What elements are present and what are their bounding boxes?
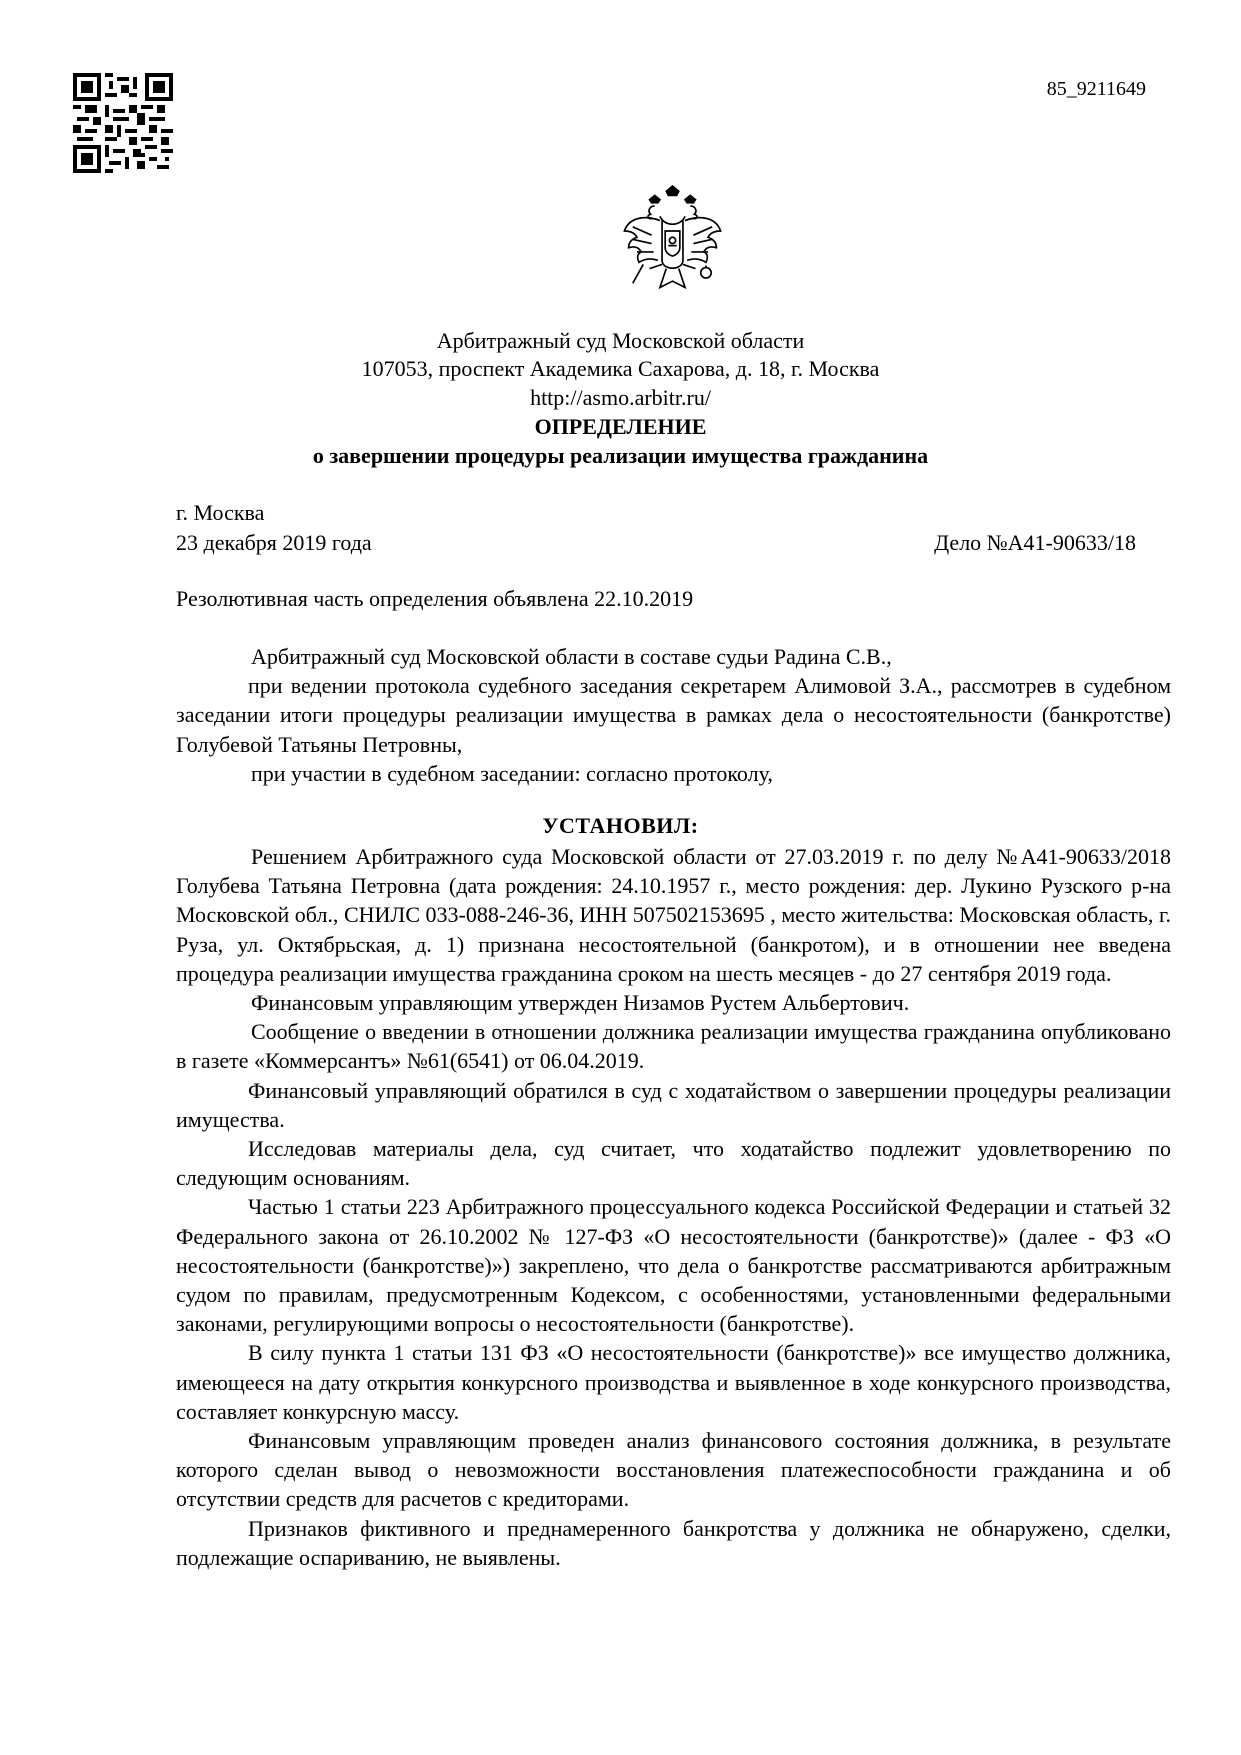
body-paragraph: Частью 1 статьи 223 Арбитражного процессуального кодекса Российской Федерации и статьей 32 Федерального закона от 26.10.2002 № 127-ФЗ «О несостоятельности (банкротстве)» (далее - ФЗ «О несостоятельности (банкротстве)») закреплено, что дела о банкротстве рассматриваются арбитражным судом по правилам, предусмотренным Кодексом, с особенностями, установленными федеральными законами, регулирующими вопросы о несостоятельности (банкротстве).: [176, 1194, 1171, 1337]
body-section: [176, 842, 1171, 1572]
document-title: ОПРЕДЕЛЕНИЕ: [534, 414, 707, 439]
coat-of-arms-emblem: [620, 185, 725, 300]
intro-paragraph: при ведении протокола судебного заседания секретарем Алимовой З.А., рассмотрев в судебном заседании итоги процедуры реализации имущества в рамках дела о несостоятельности (банкротстве) Голубевой Татьяны Петровны,: [176, 673, 1171, 757]
intro-paragraph: Арбитражный суд Московской области в составе судьи Радина С.В.,: [251, 644, 892, 669]
intro-section: [176, 642, 1171, 788]
body-paragraph: Финансовым управляющим проведен анализ финансового состояния должника, в результате которого сделан вывод о невозможности восстановления платежеспособности гражданина и об отсутствии средств для расчетов с кредиторами.: [176, 1428, 1171, 1512]
qr-code: [73, 73, 173, 173]
intro-paragraph: при участии в судебном заседании: согласно протоколу,: [251, 760, 773, 786]
body-paragraph: Признаков фиктивного и преднамеренного банкротства у должника не обнаружено, сделки, подлежащие оспариванию, не выявлены.: [176, 1515, 1171, 1570]
resolution-note: Резолютивная часть определения объявлена 22.10.2019: [176, 586, 694, 611]
court-name: Арбитражный суд Московской области: [436, 328, 805, 353]
court-website: http://asmo.arbitr.ru/: [530, 385, 711, 410]
case-number: Дело №А41-90633/18: [934, 530, 1136, 555]
body-paragraph: Решением Арбитражного суда Московской области от 27.03.2019 г. по делу №А41-90633/2018 Голубева Татьяна Петровна (дата рождения: 24.10.1957 г., место рождения: дер. Лукино Рузского р-на Московской обл., СНИЛС 033-088-246-36, ИНН 507502153695 , место жительства: Московская область, г. Руза, ул. Октябрьская, д. 1) признана несостоятельной (банкротом), и в отношении нее введена процедура реализации имущества гражданина сроком на шесть месяцев - до 27 сентября 2019 года.: [176, 844, 1171, 986]
body-paragraph: Финансовый управляющий обратился в суд с ходатайством о завершении процедуры реализации имущества.: [176, 1077, 1171, 1132]
section-heading: УСТАНОВИЛ:: [542, 813, 699, 838]
body-paragraph: Финансовым управляющим утвержден Низамов Рустем Альбертович.: [251, 990, 910, 1016]
city: г. Москва: [176, 500, 265, 525]
document-subtitle: о завершении процедуры реализации имущества гражданина: [312, 443, 929, 468]
body-paragraph: Исследовав материалы дела, суд считает, что ходатайство подлежит удовлетворению по следующим основаниям.: [176, 1136, 1171, 1191]
body-paragraph: Сообщение о введении в отношении должника реализации имущества гражданина опубликовано в газете «Коммерсантъ» №61(6541) от 06.04.2019.: [176, 1019, 1171, 1074]
court-address: 107053, проспект Академика Сахарова, д. 18, г. Москва: [361, 356, 880, 381]
document-id: 85_9211649: [1046, 78, 1146, 100]
decision-date: 23 декабря 2019 года: [176, 530, 372, 555]
body-paragraph: В силу пункта 1 статьи 131 ФЗ «О несостоятельности (банкротстве)» все имущество должника, имеющееся на дату открытия конкурсного производства и выявленное в ходе конкурсного производства, составляет конкурсную массу.: [176, 1340, 1171, 1424]
